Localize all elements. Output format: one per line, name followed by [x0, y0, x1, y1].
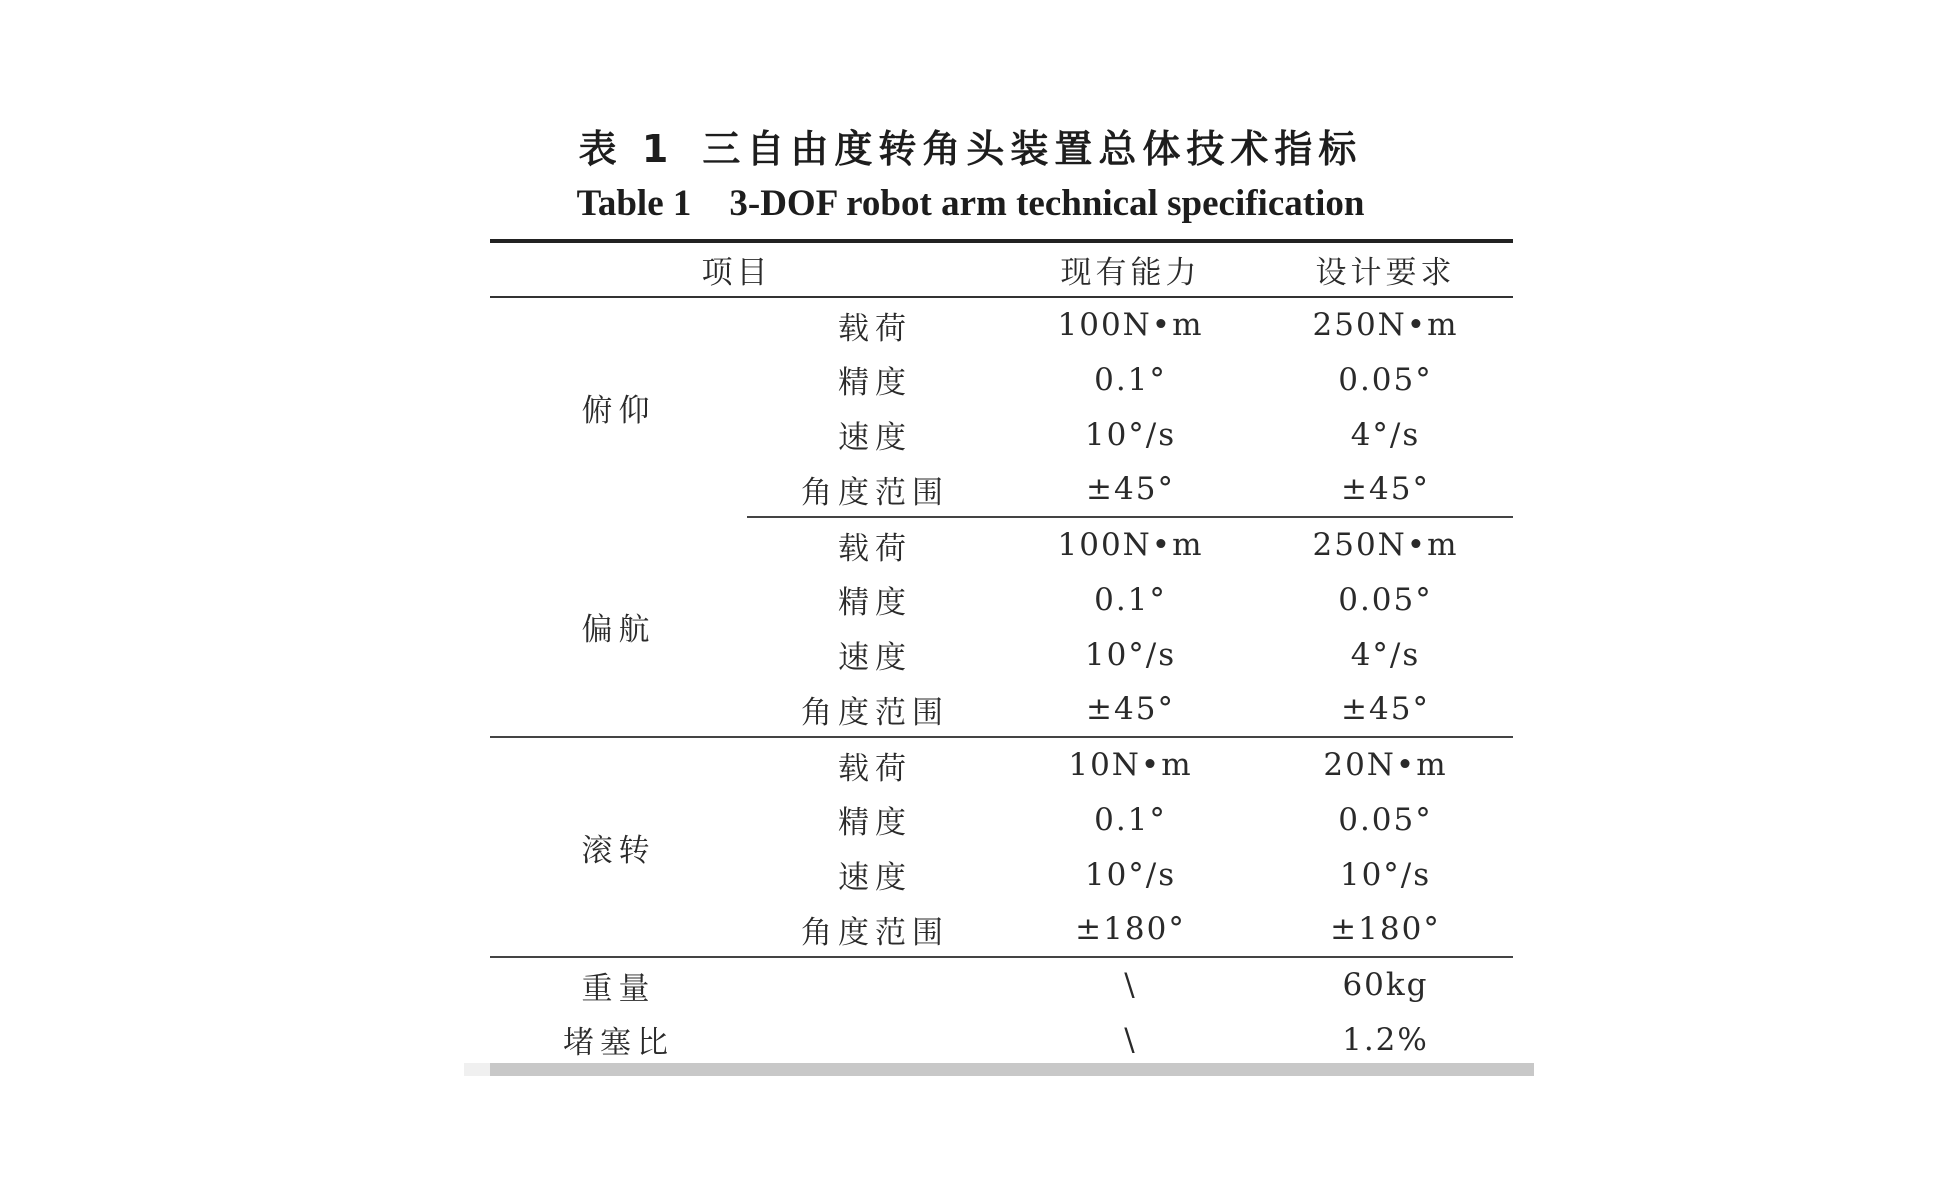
row-current: 0.1° — [1094, 581, 1167, 618]
row-current: 0.1° — [1094, 801, 1167, 838]
header-item: 项目 — [490, 241, 1003, 297]
row-label-weight: 重量 — [581, 970, 656, 1007]
row-item: 角度范围 — [747, 682, 1003, 737]
row-item: 载荷 — [838, 310, 912, 347]
row-required: 60kg — [1342, 967, 1429, 1003]
row-required: 0.05° — [1338, 361, 1433, 398]
row-required: 1.2% — [1342, 1021, 1429, 1058]
row-item: 载荷 — [838, 750, 912, 787]
table-row — [490, 1012, 1513, 1067]
row-item-empty — [747, 1012, 1003, 1067]
header-row — [490, 241, 1513, 297]
horizontal-scrollbar[interactable] — [464, 1063, 1534, 1076]
row-item: 精度 — [838, 585, 912, 621]
row-current: 0.1° — [1094, 361, 1167, 398]
row-item: 精度 — [838, 365, 912, 401]
row-required: 250N•m — [1312, 527, 1459, 563]
row-current: ±45° — [1003, 682, 1258, 737]
row-required: 4°/s — [1350, 636, 1421, 673]
row-current: 100N•m — [1057, 307, 1204, 343]
row-item: 精度 — [838, 805, 912, 841]
row-item: 载荷 — [838, 530, 912, 567]
row-current: ±180° — [1003, 902, 1258, 957]
row-item: 角度范围 — [747, 462, 1003, 517]
row-required: ±180° — [1258, 902, 1513, 957]
spec-table-container — [490, 239, 1513, 1067]
scrollbar-thumb[interactable] — [490, 1063, 1534, 1076]
row-current: \ — [1124, 967, 1137, 1003]
header-current: 现有能力 — [1003, 241, 1258, 297]
table-row — [490, 737, 1513, 792]
group-label-roll: 滚转 — [490, 737, 747, 957]
row-current: 10°/s — [1084, 856, 1177, 893]
row-current: 10°/s — [1084, 416, 1177, 453]
row-required: 0.05° — [1338, 801, 1433, 838]
group-label-yaw: 偏航 — [490, 517, 747, 737]
caption-cn-title: 三自由度转角头装置总体技术指标 — [702, 127, 1363, 171]
row-required: 10°/s — [1339, 856, 1432, 893]
row-current: ±45° — [1003, 462, 1258, 517]
row-item: 角度范围 — [747, 902, 1003, 957]
row-item: 速度 — [838, 420, 912, 456]
row-required: 0.05° — [1338, 581, 1433, 618]
spec-table — [490, 239, 1513, 1067]
table-caption-chinese — [0, 118, 1941, 173]
caption-en-title: 3-DOF robot arm technical specification — [729, 183, 1365, 224]
row-label-blockage-ratio: 堵塞比 — [563, 1025, 674, 1061]
row-required: ±45° — [1258, 462, 1513, 517]
row-required: 250N•m — [1312, 307, 1459, 343]
row-current: 10°/s — [1084, 636, 1177, 673]
group-label-pitch: 俯仰 — [581, 393, 656, 429]
table-row — [490, 957, 1513, 1012]
table-row — [490, 297, 1513, 352]
row-item: 速度 — [838, 860, 912, 896]
row-item: 速度 — [838, 640, 912, 676]
row-required: ±45° — [1258, 682, 1513, 737]
row-item-empty — [747, 957, 1003, 1012]
row-current: 100N•m — [1057, 527, 1204, 563]
caption-en-label: Table 1 — [576, 183, 692, 224]
table-row — [490, 517, 1513, 572]
row-required: 20N•m — [1323, 747, 1448, 783]
row-required: 4°/s — [1350, 416, 1421, 453]
table-caption-english — [0, 182, 1941, 225]
row-current: 10N•m — [1068, 747, 1193, 783]
caption-cn-label: 表 1 — [578, 127, 675, 171]
header-required: 设计要求 — [1258, 241, 1513, 297]
row-current: \ — [1124, 1021, 1137, 1058]
